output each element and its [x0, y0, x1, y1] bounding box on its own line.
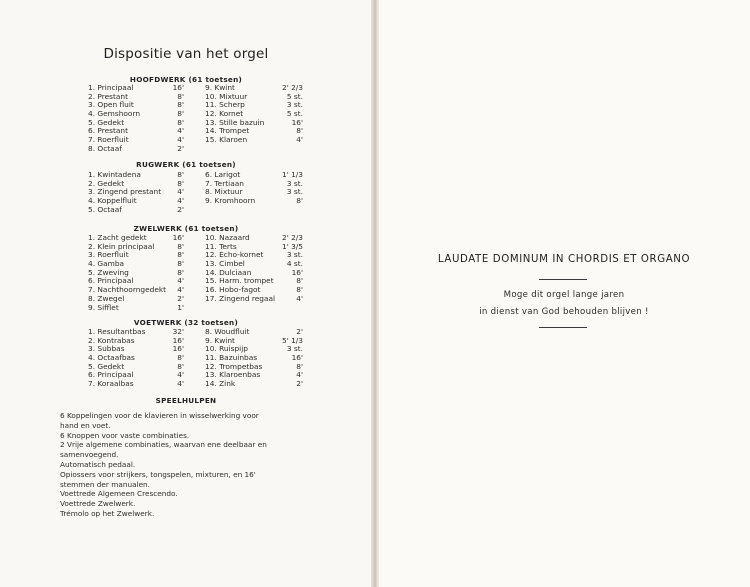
stop-size: 4 st.	[286, 259, 303, 269]
divider-rule-bottom	[539, 327, 587, 328]
stop-name: 2. Kontrabas	[88, 335, 135, 345]
stop-size: 8'	[177, 170, 184, 179]
stop-size: 4'	[177, 276, 184, 286]
stop-row	[88, 206, 184, 215]
stop-name: 6. Principaal	[88, 370, 134, 380]
aid-line: 6 Knoppen voor vaste combinaties.	[60, 430, 190, 440]
stop-name: 17. Zingend regaal	[205, 293, 276, 303]
stop-name: 7. Nachthoorngedekt	[88, 285, 167, 295]
stop-name: 11. Bazuinbas	[205, 353, 258, 363]
stop-size: 32'	[172, 327, 184, 336]
stop-size: 2' 2/3	[282, 83, 303, 92]
stop-row	[205, 136, 305, 145]
stop-name: 4. Koppelfluit	[88, 196, 137, 206]
stop-row	[88, 304, 184, 313]
stop-size: 16'	[291, 353, 303, 363]
aid-line: Opiossers voor strijkers, tongspelen, mixturen, en 16'	[60, 469, 256, 479]
stop-size: 4'	[296, 293, 303, 303]
stop-size: 3 st.	[286, 178, 303, 188]
stop-size: 8'	[177, 241, 184, 251]
stop-name: 10. Ruispijp	[205, 344, 248, 354]
stop-column-right	[205, 84, 305, 145]
stop-size: 8'	[177, 109, 184, 119]
stop-size: 1' 3/5	[282, 241, 303, 251]
stop-row	[205, 295, 305, 304]
stop-name: 13. Cimbel	[205, 259, 245, 269]
stop-name: 13. Stille bazuin	[205, 117, 265, 127]
aid-line: 2 Vrije algemene combinaties, waarvan ene deelbaar en	[60, 440, 267, 450]
stop-row	[205, 380, 305, 389]
stop-size: 16'	[291, 267, 303, 277]
stop-name: 12. Echo-kornet	[205, 250, 264, 260]
stop-size: 8'	[177, 361, 184, 371]
stop-table-voetwerk	[88, 328, 308, 390]
stop-size: 4'	[177, 196, 184, 206]
stop-size: 4'	[296, 135, 303, 145]
stop-name: 1. Resultantbas	[88, 327, 146, 336]
stop-size: 4'	[177, 126, 184, 136]
section-heading-rugwerk: RUGWERK (61 toetsen)	[136, 160, 236, 169]
stop-size: 8'	[177, 117, 184, 127]
stop-table-zwelwerk	[88, 234, 308, 314]
stop-row	[205, 197, 305, 206]
stop-size: 5' 1/3	[282, 335, 303, 345]
stop-name: 11. Scherp	[205, 100, 245, 110]
aid-line: Trémolo op het Zwelwerk.	[60, 508, 155, 518]
stop-name: 7. Roerfluit	[88, 135, 129, 145]
aid-line: Voettrede Zwelwerk.	[60, 499, 136, 509]
stop-size: 16'	[172, 83, 184, 92]
stop-size: 8'	[296, 276, 303, 286]
stop-name: 5. Gedekt	[88, 361, 125, 371]
stop-name: 4. Gemshoorn	[88, 109, 141, 119]
page-title: Dispositie van het orgel	[103, 46, 269, 62]
stop-size: 2'	[177, 204, 184, 214]
stop-size: 2'	[296, 379, 303, 389]
stop-name: 9. Sifflet	[88, 302, 119, 312]
stop-name: 9. Kwint	[205, 83, 235, 92]
stop-name: 14. Zink	[205, 379, 236, 389]
stop-size: 8'	[296, 361, 303, 371]
stop-size: 8'	[177, 259, 184, 269]
stop-size: 16'	[172, 233, 184, 242]
stop-size: 8'	[296, 196, 303, 206]
stop-size: 8'	[296, 126, 303, 136]
latin-motto: LAUDATE DOMINUM IN CHORDIS ET ORGANO	[437, 254, 691, 265]
stop-column-left	[88, 84, 184, 154]
stop-size: 8'	[177, 353, 184, 363]
dedication-line-1: Moge dit orgel lange jaren	[503, 290, 625, 300]
aid-line: hand en voet.	[60, 420, 111, 430]
stop-size: 4'	[177, 370, 184, 380]
section-heading-speelhulpen: SPEELHULPEN	[155, 396, 217, 405]
stop-size: 5 st.	[286, 91, 303, 101]
stop-size: 4'	[177, 135, 184, 145]
dedication-line-2: in dienst van God behouden blijven !	[479, 307, 649, 317]
stop-name: 3. Open fluit	[88, 100, 134, 110]
stop-name: 5. Zweving	[88, 267, 129, 277]
aid-line: Voettrede Algemeen Crescendo.	[60, 489, 178, 499]
stop-name: 5. Gedekt	[88, 117, 125, 127]
stop-column-right	[205, 328, 305, 389]
stop-size: 3 st.	[286, 250, 303, 260]
stop-name: 14. Dulciaan	[205, 267, 252, 277]
stop-name: 12. Kornet	[205, 109, 244, 119]
stop-name: 4. Octaafbas	[88, 353, 135, 363]
stop-size: 8'	[177, 100, 184, 110]
stop-size: 5 st.	[286, 109, 303, 119]
stop-size: 4'	[296, 370, 303, 380]
stop-name: 8. Zwegel	[88, 293, 125, 303]
stop-name: 9. Kwint	[205, 335, 235, 345]
stop-size: 3 st.	[286, 100, 303, 110]
stop-column-right	[205, 234, 305, 304]
stop-size: 16'	[172, 344, 184, 354]
stop-name: 11. Terts	[205, 241, 237, 251]
stop-name: 2. Prestant	[88, 91, 129, 101]
stop-size: 3 st.	[286, 344, 303, 354]
stop-name: 8. Octaaf	[88, 143, 122, 153]
stop-size: 4'	[177, 285, 184, 295]
section-heading-zwelwerk: ZWELWERK (61 toetsen)	[133, 224, 239, 233]
stop-name: 10. Mixtuur	[205, 91, 248, 101]
stop-name: 8. Mixtuur	[205, 187, 243, 197]
stop-size: 8'	[296, 285, 303, 295]
playing-aids-list	[60, 411, 310, 519]
stop-name: 7. Koraalbas	[88, 379, 134, 389]
stop-name: 6. Larigot	[205, 170, 241, 179]
stop-size: 8'	[177, 178, 184, 188]
stop-size: 16'	[291, 117, 303, 127]
stop-name: 3. Subbas	[88, 344, 125, 354]
stop-name: 2. Klein principaal	[88, 241, 155, 251]
stop-size: 4'	[177, 187, 184, 197]
stop-name: 2. Gedekt	[88, 178, 125, 188]
stop-size: 8'	[177, 250, 184, 260]
stop-name: 6. Principaal	[88, 276, 134, 286]
stop-row	[88, 145, 184, 154]
stop-name: 16. Hobo-fagot	[205, 285, 261, 295]
stop-name: 7. Tertiaan	[205, 178, 244, 188]
aid-line: stemmen der manualen.	[60, 479, 151, 489]
stop-name: 1. Zacht gedekt	[88, 233, 147, 242]
stop-size: 2'	[177, 143, 184, 153]
stop-column-left	[88, 171, 184, 214]
stop-size: 2'	[296, 327, 303, 336]
stop-size: 8'	[177, 91, 184, 101]
aid-line: 6 Koppelingen voor de klavieren in wisselwerking voor	[60, 411, 259, 420]
stop-name: 3. Zingend prestant	[88, 187, 162, 197]
stop-size: 3 st.	[286, 187, 303, 197]
stop-name: 15. Harm. trompet	[205, 276, 274, 286]
stop-column-left	[88, 234, 184, 312]
stop-name: 1. Principaal	[88, 83, 134, 92]
stop-row	[88, 380, 184, 389]
aid-line: samenvoegend.	[60, 450, 119, 460]
stop-name: 5. Octaaf	[88, 204, 122, 214]
stop-size: 4'	[177, 379, 184, 389]
stop-size: 1'	[177, 302, 184, 312]
stop-name: 14. Trompet	[205, 126, 250, 136]
stop-column-left	[88, 328, 184, 389]
stop-name: 3. Roerfluit	[88, 250, 129, 260]
stop-size: 16'	[172, 335, 184, 345]
stop-name: 4. Gamba	[88, 259, 125, 269]
stop-name: 10. Nazaard	[205, 233, 250, 242]
stop-size: 1' 1/3	[282, 170, 303, 179]
stop-name: 13. Klaroenbas	[205, 370, 261, 380]
divider-rule-top	[539, 279, 587, 280]
stop-name: 8. Woudfluit	[205, 327, 250, 336]
stop-name: 1. Kwintadena	[88, 170, 141, 179]
stop-size: 2' 2/3	[282, 233, 303, 242]
stop-size: 8'	[177, 267, 184, 277]
stop-name: 6. Prestant	[88, 126, 129, 136]
aid-line: Automatisch pedaal.	[60, 459, 136, 469]
stop-table-hoofdwerk	[88, 84, 308, 154]
stop-size: 2'	[177, 293, 184, 303]
stop-name: 9. Kromhoorn	[205, 196, 256, 206]
section-heading-voetwerk: VOETWERK (32 toetsen)	[133, 318, 239, 327]
section-heading-hoofdwerk: HOOFDWERK (61 toetsen)	[129, 75, 243, 84]
stop-column-right	[205, 171, 305, 206]
stop-name: 12. Trompetbas	[205, 361, 263, 371]
stop-table-rugwerk	[88, 171, 308, 216]
stop-name: 15. Klaroen	[205, 135, 248, 145]
